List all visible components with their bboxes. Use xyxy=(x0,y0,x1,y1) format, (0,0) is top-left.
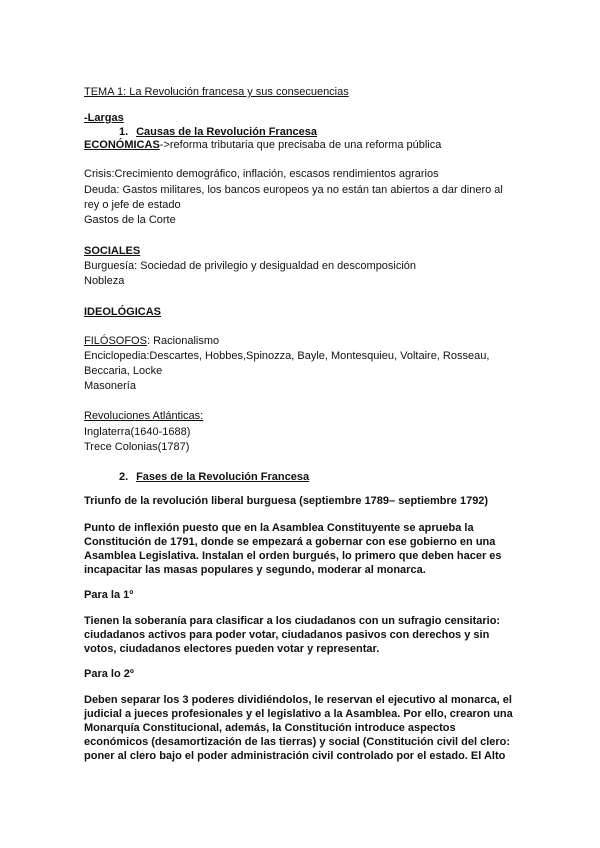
paragraph-1-line-1: Punto de inflexión puesto que en la Asamblea Constituyente se aprueba la xyxy=(84,522,474,534)
section-1-heading xyxy=(119,125,317,139)
paragraph-1-line-3: Asamblea Legislativa. Instalan el orden burgués, lo primero que deben hacer es xyxy=(84,550,502,562)
paragraph-3-line-1: Deben separar los 3 poderes dividiéndolos, le reservan el ejecutivo al monarca, el xyxy=(84,694,512,706)
deuda-line-1: Deuda: Gastos militares, los bancos europeos ya no están tan abiertos a dar dinero al xyxy=(84,184,503,196)
paragraph-2-line-2: ciudadanos activos para poder votar, ciudadanos pasivos con derechos y sin xyxy=(84,629,490,641)
triunfo-line: Triunfo de la revolución liberal burguesa (septiembre 1789– septiembre 1792) xyxy=(84,495,489,507)
masoneria-line: Masonería xyxy=(84,380,136,392)
document-title: TEMA 1: La Revolución francesa y sus consecuencias xyxy=(84,86,349,98)
para-lo-2-heading: Para lo 2º xyxy=(84,668,134,680)
economicas-text: ->reforma tributaria que precisaba de una reforma pública xyxy=(159,139,442,151)
section-2-title: Fases de la Revolución Francesa xyxy=(136,471,310,483)
paragraph-1-line-4: incapacitar las masas populares y segundo, moderar al monarca. xyxy=(84,564,426,576)
economicas-line xyxy=(84,138,441,152)
filosofos-line xyxy=(84,334,219,348)
nobleza-line: Nobleza xyxy=(84,275,125,287)
corte-line: Gastos de la Corte xyxy=(84,214,176,226)
paragraph-1-line-2: Constitución de 1791, donde se empezará a gobernar con ese gobierno en una xyxy=(84,536,496,548)
section-1-number: 1. xyxy=(119,126,129,138)
section-1-title: Causas de la Revolución Francesa xyxy=(136,126,318,138)
paragraph-3-line-3: Monarquía Constitucional, además, la Constitución introduce aspectos xyxy=(84,722,456,734)
sociales-label: SOCIALES xyxy=(84,245,141,257)
economicas-label: ECONÓMICAS xyxy=(84,139,160,151)
deuda-line-2: rey o jefe de estado xyxy=(84,199,181,211)
paragraph-3-line-5: poner al clero bajo el poder administración civil controlado por el estado. El Alto xyxy=(84,750,506,762)
ideologicas-label: IDEOLÓGICAS xyxy=(84,306,162,318)
burguesia-line: Burguesía: Sociedad de privilegio y desigualdad en descomposición xyxy=(84,260,417,272)
filosofos-label: FILÓSOFOS xyxy=(84,335,147,347)
trece-colonias-line: Trece Colonias(1787) xyxy=(84,441,190,453)
paragraph-2-line-3: votos, ciudadanos electores pueden votar y representar. xyxy=(84,643,380,655)
paragraph-2-line-1: Tienen la soberanía para clasificar a los ciudadanos con un sufragio censitario: xyxy=(84,615,501,627)
crisis-line: Crisis:Crecimiento demográfico, inflación, escasos rendimientos agrarios xyxy=(84,168,439,180)
inglaterra-line: Inglaterra(1640-1688) xyxy=(84,426,191,438)
paragraph-3-line-4: económicos (desamortización de las tierras) y social (Constitución civil del clero: xyxy=(84,736,511,748)
enciclopedia-line-2: Beccaria, Locke xyxy=(84,365,163,377)
section-2-heading xyxy=(119,470,309,484)
paragraph-3-line-2: judicial a jueces profesionales y el legislativo a la Asamblea. Por ello, crearon una xyxy=(84,708,513,720)
filosofos-text: : Racionalismo xyxy=(146,335,220,347)
revoluciones-label: Revoluciones Atlánticas: xyxy=(84,410,204,422)
para-la-1-heading: Para la 1º xyxy=(84,589,134,601)
enciclopedia-line-1: Enciclopedia:Descartes, Hobbes,Spinozza, Bayle, Montesquieu, Voltaire, Rosseau, xyxy=(84,350,490,362)
section-2-number: 2. xyxy=(119,471,129,483)
largas-label: -Largas xyxy=(84,112,124,124)
